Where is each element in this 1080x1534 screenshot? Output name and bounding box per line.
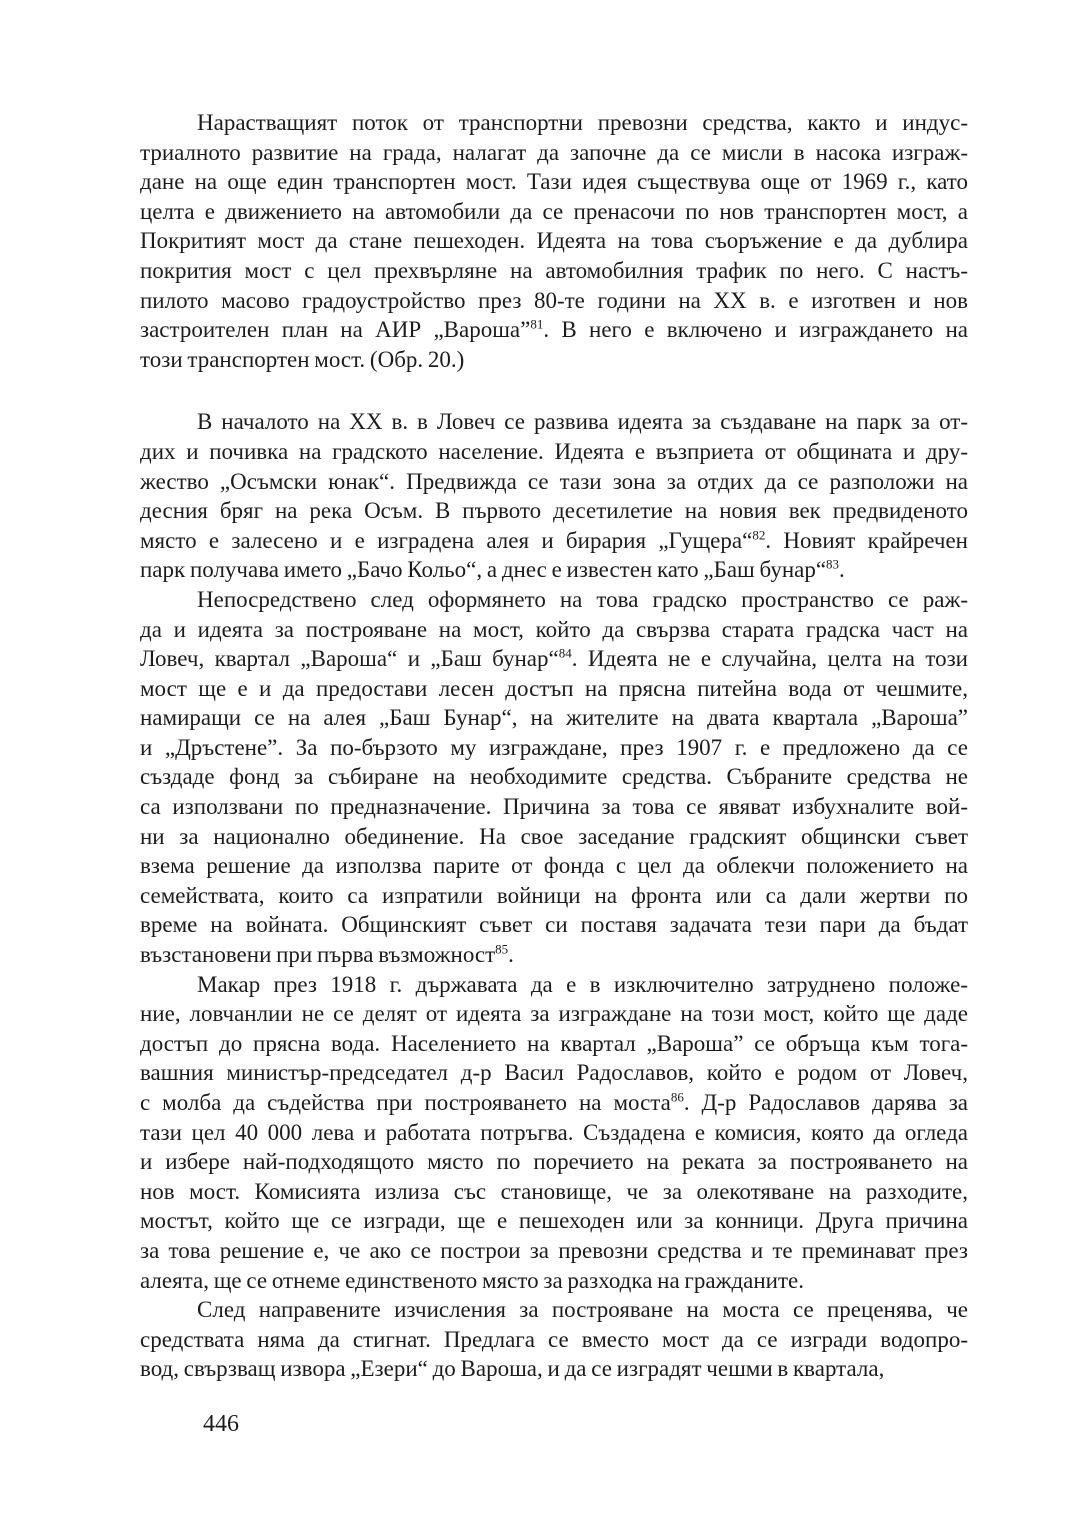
- text-line: и избере най-подходящото място по поречието на реката за построяването на: [140, 1149, 968, 1175]
- text-line: Ловеч, квартал „Вароша“ и „Баш бунар“$^{84}$. Идеята не е случайна, целта на този: [140, 645, 968, 672]
- text-line: Нарастващият поток от транспортни превозни средства, както и индус-: [197, 110, 968, 135]
- text-line: нов мост. Комисията излиза със становище, че за олекотяване на разходите,: [140, 1178, 968, 1204]
- text-line: вашния министър-председател д-р Васил Радославов, който е родом от Ловеч,: [140, 1060, 968, 1086]
- text-line: дих и почивка на градското население. Идеята е възприета от общината и дру-: [140, 438, 968, 464]
- text-line: В началото на ХХ в. в Ловеч се развива идеята за създаване на парк за от-: [197, 409, 968, 435]
- text-line: с молба да съдейства при построяването на моста$^{86}$. Д-р Радославов дарява за: [140, 1089, 968, 1115]
- paragraph: [140, 1295, 968, 1384]
- text-line: този транспортен мост. (Обр. 20.): [140, 346, 465, 372]
- text-line: средствата няма да стигнат. Предлага се вместо мост да се изгради водопро-: [140, 1326, 968, 1352]
- text-line: целта е движението на автомобили да се пренасочи по нов транспортен мост, а: [140, 198, 968, 224]
- text-line: място е залесено и е изградена алея и бирария „Гущера“$^{82}$. Новият крайречен: [140, 527, 968, 553]
- page-number: 446: [203, 1411, 239, 1437]
- paragraph: [140, 108, 968, 374]
- text-line: и „Дръстене”. За по-бързото му изграждане, през 1907 г. е предложено да се: [140, 734, 968, 760]
- footnote-ref: 81: [530, 316, 544, 332]
- text-line: десния бряг на река Осъм. В първото десетилетие на новия век предвиденото: [140, 498, 968, 524]
- text-line: създаде фонд за събиране на необходимите средства. Събраните средства не: [140, 764, 968, 790]
- text-line: покрития мост с цел прехвърляне на автомобилния трафик по него. С настъ-: [140, 257, 968, 283]
- text-line: Покритият мост да стане пешеходен. Идеята на това съоръжение е да дублира: [140, 228, 968, 254]
- text-line: пилото масово градоустройство през 80-те години на ХХ в. е изготвен и нов: [140, 287, 968, 313]
- text-line: време на войната. Общинският съвет си поставя задачата тези пари да бъдат: [140, 912, 968, 938]
- paragraph: [140, 407, 968, 585]
- text-line: Непосредствено след оформянето на това градско пространство се раж-: [197, 586, 968, 612]
- text-line: достъп до прясна вода. Населението на квартал „Вароша” се обръща към тога-: [140, 1030, 968, 1056]
- text-line: ни за национално обединение. На свое заседание градският общински съвет: [140, 823, 968, 849]
- text-line: тази цел 40 000 лева и работата потръгва. Създадена е комисия, която да огледа: [140, 1119, 968, 1145]
- text-line: възстановени при първа възможност$^{85}$.: [140, 941, 514, 968]
- text-line: дане на още един транспортен мост. Тази идея съществува още от 1969 г., като: [140, 169, 968, 195]
- text-line: да и идеята за построяване на мост, който да свързва старата градска част на: [140, 616, 968, 642]
- text-line: взема решение да използва парите от фонда с цел да облекчи положението на: [140, 853, 968, 879]
- text-line: След направените изчисления за построяване на моста се преценява, че: [197, 1297, 968, 1323]
- paragraph: [140, 970, 968, 1296]
- text-line: вод, свързващ извора „Езери“ до Вароша, и да се изградят чешми в квартала,: [140, 1356, 885, 1382]
- footnote-ref: 84: [558, 645, 572, 661]
- text-block: [140, 108, 968, 1384]
- text-line: триалното развитие на града, налагат да започне да се мисли в насока изграж-: [140, 139, 968, 165]
- text-line: парк получава името „Бачо Кольо“, а днес е известен като „Баш бунар“$^{83}$.: [140, 556, 845, 583]
- footnote-ref: 82: [752, 527, 766, 543]
- text-line: застроителен план на АИР „Вароша”$^{81}$. В него е включено и изграждането на: [140, 316, 968, 343]
- footnote-ref: 86: [670, 1089, 684, 1105]
- text-line: жество „Осъмски юнак“. Предвижда се тази зона за отдих да се разположи на: [140, 468, 968, 494]
- text-line: Макар през 1918 г. държавата да е в изключително затруднено положе-: [197, 971, 968, 997]
- text-line: семействата, които са изпратили войници на фронта или са дали жертви по: [140, 882, 968, 908]
- text-line: алеята, ще се отнеме единственото място за разходка на гражданите.: [140, 1267, 804, 1293]
- text-line: са използвани по предназначение. Причина за това се явяват избухналите вой-: [140, 794, 968, 820]
- text-line: ние, ловчанлии не се делят от идеята за изграждане на този мост, който ще даде: [140, 1001, 968, 1027]
- text-line: мостът, който ще се изгради, ще е пешеходен или за конници. Друга причина: [140, 1208, 968, 1234]
- paragraph: [140, 585, 968, 970]
- text-line: намиращи се на алея „Баш Бунар“, на жителите на двата квартала „Вароша”: [140, 705, 968, 731]
- text-line: мост ще е и да предостави лесен достъп на прясна питейна вода от чешмите,: [140, 675, 968, 701]
- footnote-ref: 85: [495, 941, 509, 957]
- text-line: за това решение е, че ако се построи за превозни средства и те преминават през: [140, 1237, 968, 1263]
- footnote-ref: 83: [826, 556, 840, 572]
